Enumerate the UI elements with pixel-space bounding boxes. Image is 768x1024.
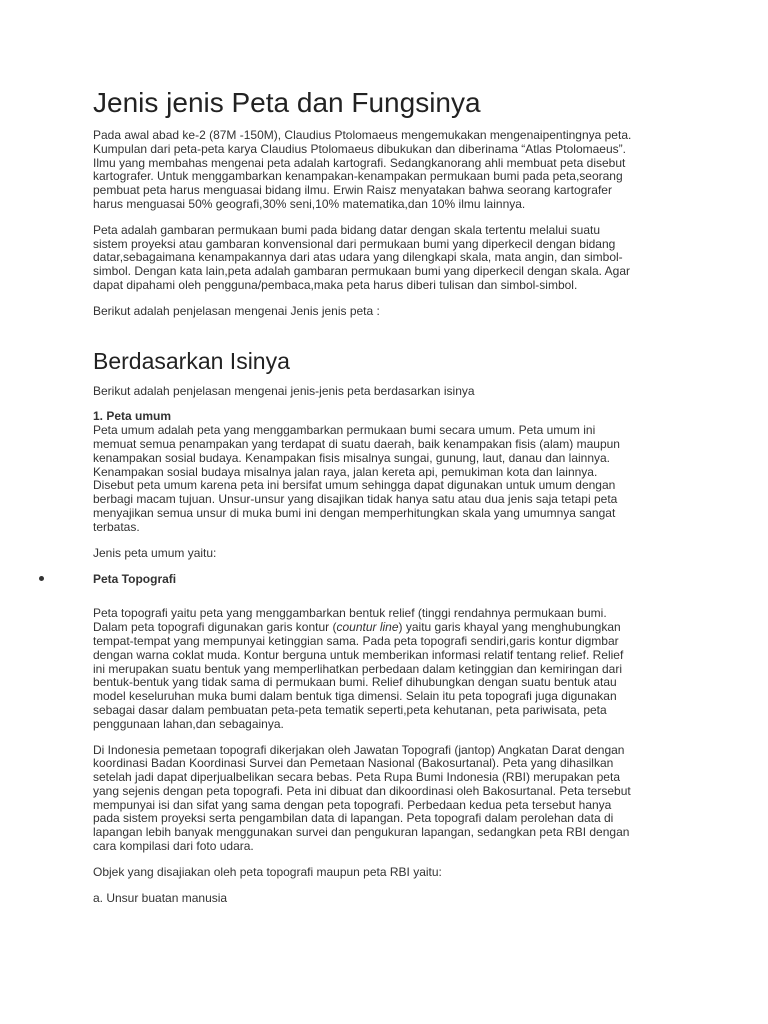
text-line: Jenis peta umum yaitu: bbox=[93, 545, 217, 560]
jenis-intro bbox=[93, 547, 673, 561]
objek-intro bbox=[93, 866, 673, 880]
topografi-paragraph-1 bbox=[93, 607, 673, 731]
peta-umum-paragraph bbox=[93, 410, 673, 534]
text-segment: Dalam peta topografi digunakan garis kontur ( bbox=[93, 620, 337, 635]
text-line: yang sejenis dengan peta topografi. Peta ini dibuat dan dikoordinasi oleh Bakosurtanal. Peta tersebut bbox=[93, 783, 631, 798]
text-line: koordinasi Badan Koordinasi Survei dan Pemetaan Nasional (Bakosurtanal). Peta yang dihasilkan bbox=[93, 756, 614, 771]
text-line: Ilmu yang membahas mengenai peta adalah kartografi. Sedangkanorang ahli membuat peta disebut bbox=[93, 155, 626, 170]
page-title: Jenis jenis Peta dan Fungsinya bbox=[93, 87, 481, 118]
text-line: Objek yang disajiakan oleh peta topografi maupun peta RBI yaitu: bbox=[93, 864, 442, 879]
text-line: lapangan lebih banyak menggunakan survei dan pengukuran lapangan, sedangkan peta RBI dengan bbox=[93, 825, 630, 840]
list-item-a bbox=[93, 892, 673, 906]
text-line: kenampakan sosial budaya. Kenampakan fisis misalnya sungai, gunung, laut, danau dan lainnya. bbox=[93, 450, 611, 465]
text-line: Kenampakan sosial budaya misalnya jalan raya, jalan kereta api, pemukiman kota dan lainnya. bbox=[93, 464, 598, 479]
text-line: terbatas. bbox=[93, 519, 140, 534]
text-line: memuat semua penampakan yang terdapat di suatu daerah, baik kenampakan fisis (alam) maupun bbox=[93, 436, 620, 451]
text-line: datar,sebagaimana kenampakannya dari atas udara yang dilengkapi skala, mata angin, dan simbol- bbox=[93, 250, 623, 265]
text-line: Berikut adalah penjelasan mengenai jenis-jenis peta berdasarkan isinya bbox=[93, 383, 475, 398]
text-line: setelah jadi dapat diperjualbelikan secara bebas. Peta Rupa Bumi Indonesia (RBI) merupakan peta bbox=[93, 770, 620, 785]
text-line: Peta topografi yaitu peta yang menggambarkan bentuk relief (tinggi rendahnya permukaan bumi. bbox=[93, 606, 607, 621]
text-segment: ) yaitu garis khayal yang menghubungkan bbox=[398, 620, 621, 635]
section-title: Berdasarkan Isinya bbox=[93, 347, 290, 374]
list-item bbox=[93, 572, 673, 586]
intro-paragraph-3 bbox=[93, 305, 673, 319]
subheading-peta-umum: 1. Peta umum bbox=[93, 409, 172, 424]
text-line: sebagai dasar dalam pembuatan peta-peta tematik seperti,peta kehutanan, peta pariwisata, peta bbox=[93, 702, 607, 717]
text-line: Peta umum adalah peta yang menggambarkan permukaan bumi secara umum. Peta umum ini bbox=[93, 423, 596, 438]
section-intro bbox=[93, 385, 673, 399]
bullet-label-peta-topografi: Peta Topografi bbox=[93, 572, 177, 587]
bullet-icon bbox=[39, 576, 44, 581]
text-line: simbol. Dengan kata lain,peta adalah gambaran permukaan bumi yang diperkecil dengan skala. Agar bbox=[93, 264, 631, 279]
text-line: kartografer. Untuk menggambarkan kenampakan-kenampakan permukaan bumi pada peta,seorang bbox=[93, 169, 623, 184]
text-line: penggunaan lahan,dan sebagainya. bbox=[93, 716, 284, 731]
text-line: Kumpulan dari peta-peta karya Claudius Ptolomaeus dibukukan dan diberinama “Atlas Ptolomaeus”. bbox=[93, 141, 626, 156]
text-line: model keseluruhan muka bumi dalam bentuk tiga dimensi. Selain itu peta topografi juga digunakan bbox=[93, 689, 617, 704]
text-line: Berikut adalah penjelasan mengenai Jenis jenis peta : bbox=[93, 303, 380, 318]
text-line: Pada awal abad ke-2 (87M -150M), Claudius Ptolomaeus mengemukakan mengenaipentingnya peta. bbox=[93, 128, 632, 142]
intro-paragraph-2 bbox=[93, 224, 673, 293]
text-line: pembuat peta harus menguasai bidang ilmu. Erwin Raisz menyatakan bahwa seorang kartografer bbox=[93, 183, 612, 198]
intro-paragraph-1 bbox=[93, 129, 673, 212]
text-line-with-italic bbox=[93, 621, 673, 635]
text-line: tempat-tempat yang mempunyai ketinggian sama. Pada peta topografi sendiri,garis kontur digmbar bbox=[93, 633, 619, 648]
text-line: Di Indonesia pemetaan topografi dikerjakan oleh Jawatan Topografi (jantop) Angkatan Darat dengan bbox=[93, 742, 625, 757]
italic-term: countur line bbox=[336, 620, 399, 635]
text-line: menyajikan semua unsur di muka bumi ini dengan memperhitungkan skala yang umumnya sangat bbox=[93, 505, 616, 520]
text-line: dengan warna coklat muda. Kontur berguna untuk memberikan informasi relatif tentang relief. Relief bbox=[93, 647, 624, 662]
text-line: bentuk-bentuk yang tidak sama di permukaan bumi. Relief dihubungkan dengan suatu bentuk atau bbox=[93, 675, 617, 690]
text-line: ini merupakan suatu bentuk yang memperlihatkan perbedaan dalam ketinggian dan kemiringan dari bbox=[93, 661, 622, 676]
text-line: sistem proyeksi atau gambaran konvensional dari permukaan bumi yang diperkecil dengan bidang bbox=[93, 236, 616, 251]
text-line: Peta adalah gambaran permukaan bumi pada bidang datar dengan skala tertentu melalui suatu bbox=[93, 222, 601, 237]
text-line: cara kompilasi dari foto udara. bbox=[93, 839, 254, 854]
text-line: harus menguasai 50% geografi,30% seni,10% matematika,dan 10% ilmu lainnya. bbox=[93, 196, 526, 211]
text-line: a. Unsur buatan manusia bbox=[93, 890, 228, 905]
text-line: Disebut peta umum karena peta ini bersifat umum sehingga dapat digunakan untuk umum dengan bbox=[93, 478, 616, 493]
text-line: pada sistem proyeksi serta pengambilan data di lapangan. Peta topografi dalam perolehan data di bbox=[93, 811, 614, 826]
text-line: berbagi macam tujuan. Unsur-unsur yang disajikan tidak hanya satu atau dua jenis saja tetapi peta bbox=[93, 492, 618, 507]
text-line: mempunyai isi dan sifat yang sama dengan peta topografi. Perbedaan kedua peta tersebut hanya bbox=[93, 797, 612, 812]
document-page bbox=[93, 86, 673, 917]
topografi-paragraph-2 bbox=[93, 744, 673, 854]
text-line: dapat dipahami oleh pengguna/pembaca,maka peta harus diberi tulisan dan simbol-simbol. bbox=[93, 277, 578, 292]
